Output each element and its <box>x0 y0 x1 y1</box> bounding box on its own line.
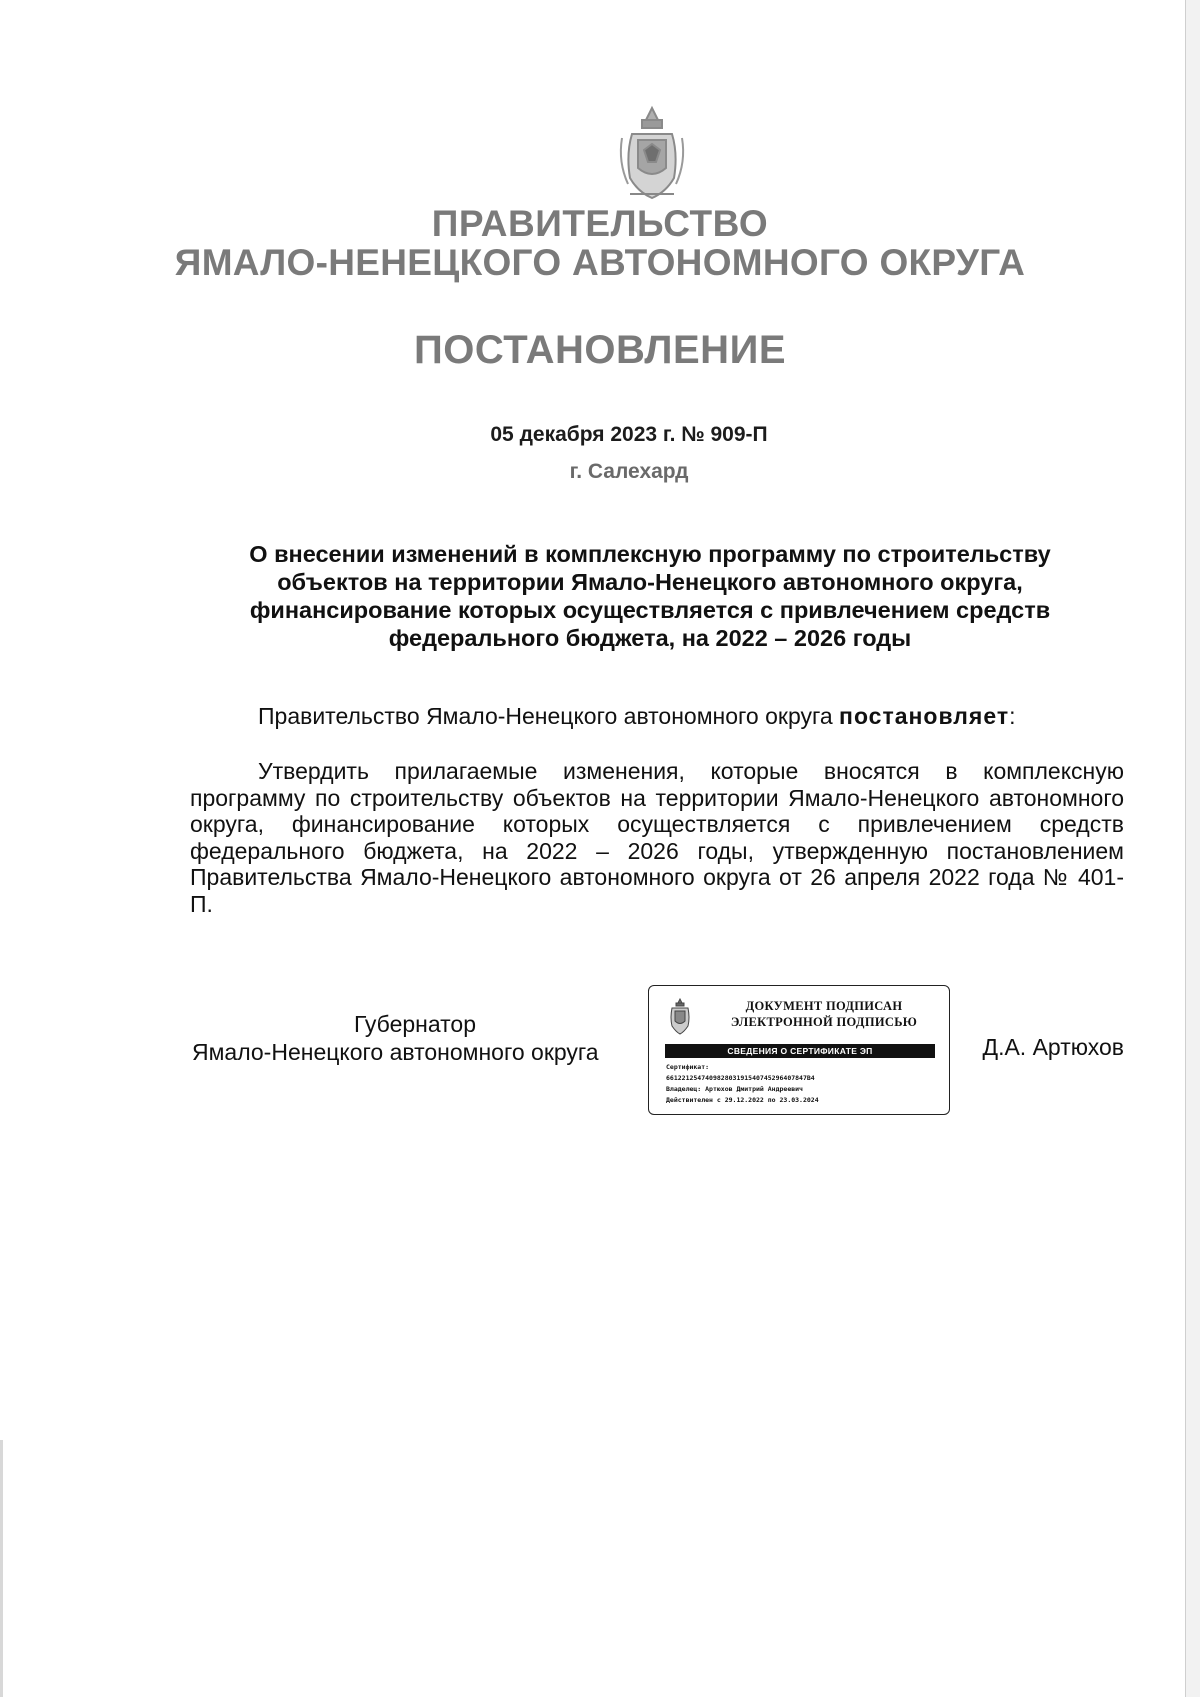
stamp-header-line: ЭЛЕКТРОННОЙ ПОДПИСЬЮ <box>730 1015 918 1029</box>
resolution-paragraph: Утвердить прилагаемые изменения, которые вносятся в комплексную программу по строительству объектов на территории Ямало-Ненецкого автономного округа, финансирование которых осуществляется с привлечением средств федерального бюджета, на 2022 – 2026 годы, утвержденную постановлением Правительства Ямало-Ненецкого автономного округа от 26 апреля 2022 года № 401-П. <box>190 758 1124 917</box>
org-title-line2: ЯМАЛО-НЕНЕЦКОГО АВТОНОМНОГО ОКРУГА <box>174 242 1026 283</box>
stamp-header-line: ДОКУМЕНТ ПОДПИСАН <box>745 999 903 1013</box>
org-title-line1: ПРАВИТЕЛЬСТВО <box>431 203 769 244</box>
title-line: объектов на территории Ямало-Ненецкого автономного округа, <box>277 569 1023 595</box>
title-line: федерального бюджета, на 2022 – 2026 годы <box>388 625 912 651</box>
title-line: финансирование которых осуществляется с привлечением средств <box>249 597 1051 623</box>
title-line: О внесении изменений в комплексную программу по строительству <box>249 541 1051 567</box>
stamp-header <box>709 998 939 1030</box>
coat-of-arms-icon <box>616 104 688 204</box>
stamp-cert-owner: Владелец: Артюхов Дмитрий Андреевич <box>666 1085 803 1093</box>
signer-position: Губернатор <box>353 1011 477 1037</box>
signer-name: Д.А. Артюхов <box>982 1034 1124 1060</box>
intro-text: Правительство Ямало-Ненецкого автономного округа <box>258 703 840 729</box>
stamp-cert-info <box>666 1062 819 1106</box>
stamp-emblem-icon <box>667 998 693 1036</box>
electronic-signature-stamp <box>648 985 950 1115</box>
city: г. Салехард <box>569 460 689 483</box>
document-title <box>200 540 1100 652</box>
signer-region: Ямало-Ненецкого автономного округа <box>192 1039 599 1065</box>
page-edge-left <box>0 1440 3 1697</box>
stamp-cert-valid: Действителен с 29.12.2022 по 23.03.2024 <box>666 1096 819 1104</box>
doc-type-heading: ПОСТАНОВЛЕНИЕ <box>413 328 786 372</box>
intro-emphasis: постановляет <box>839 703 1010 729</box>
intro-colon: : <box>1009 703 1016 729</box>
date-and-number: 05 декабря 2023 г. № 909-П <box>490 423 768 446</box>
stamp-cert-label: Сертификат: <box>666 1063 710 1071</box>
resolution-intro <box>258 703 1015 730</box>
stamp-cert-number: 661221254740982803191540745296407847B4 <box>666 1074 815 1082</box>
stamp-cert-bar: СВЕДЕНИЯ О СЕРТИФИКАТЕ ЭП <box>665 1044 935 1058</box>
